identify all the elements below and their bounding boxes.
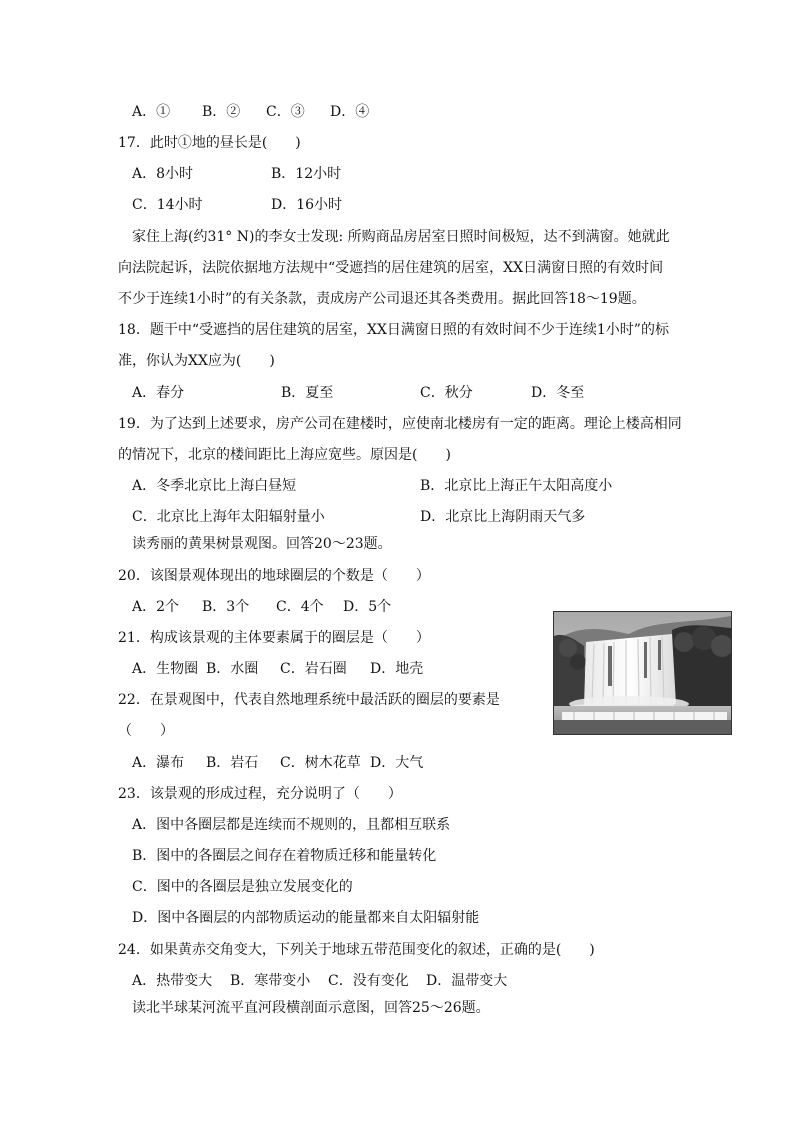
q23-option-b: B．图中的各圈层之间存在着物质迁移和能量转化 xyxy=(132,848,437,864)
q24-option-a: A．热带变大 xyxy=(132,973,213,989)
passage2-line: 读秀丽的黄果树景观图。回答20～23题。 xyxy=(132,536,392,552)
q18-stem: 18．题干中“受遮挡的居住建筑的居室，XX日满窗日照的有效时间不少于连续1小时”的标 xyxy=(118,322,669,338)
passage1-line: 家住上海(约31° N)的李女士发现: 所购商品房居室日照时间极短，达不到满窗。她就此 xyxy=(132,229,670,245)
q18-stem: 准，你认为XX应为( ) xyxy=(118,353,275,369)
q19-option-b: B．北京比上海正午太阳高度小 xyxy=(420,478,613,494)
q23-option-c: C．图中的各圈层是独立发展变化的 xyxy=(132,879,353,895)
q16-option-a: A．① xyxy=(132,104,171,120)
q17-option-a: A．8小时 xyxy=(132,166,194,182)
q20-option-d: D．5个 xyxy=(343,599,392,615)
q23-stem: 23．该景观的形成过程，充分说明了（ ） xyxy=(118,786,402,802)
q22-option-d: D．大气 xyxy=(370,755,424,771)
q17-stem: 17．此时①地的昼长是( ) xyxy=(118,135,301,151)
q22-option-b: B．岩石 xyxy=(206,755,259,771)
waterfall-photo xyxy=(553,611,732,735)
q19-stem: 19．为了达到上述要求，房产公司在建楼时，应使南北楼房有一定的距离。理论上楼高相同 xyxy=(118,416,682,432)
q17-option-b: B．12小时 xyxy=(271,166,342,182)
q23-option-a: A．图中各圈层都是连续而不规则的，且都相互联系 xyxy=(132,817,451,833)
q17-option-c: C．14小时 xyxy=(132,197,203,213)
q20-option-a: A．2个 xyxy=(132,599,180,615)
q17-option-d: D．16小时 xyxy=(271,197,343,213)
q19-option-a: A．冬季北京比上海白昼短 xyxy=(132,478,297,494)
q20-stem: 20．该图景观体现出的地球圈层的个数是（ ） xyxy=(118,568,430,584)
q19-stem: 的情况下，北京的楼间距比上海应宽些。原因是( ) xyxy=(118,447,451,463)
q22-option-a: A．瀑布 xyxy=(132,755,185,771)
q16-option-b: B．② xyxy=(202,104,241,120)
q19-option-d: D．北京比上海阴雨天气多 xyxy=(420,509,586,525)
q24-option-b: B．寒带变小 xyxy=(230,973,311,989)
q20-option-c: C．4个 xyxy=(276,599,324,615)
q21-option-b: B．水圈 xyxy=(206,661,259,677)
q18-option-b: B．夏至 xyxy=(281,385,334,401)
q16-option-d: D．④ xyxy=(330,104,370,120)
q21-stem: 21．构成该景观的主体要素属于的圈层是（ ） xyxy=(118,630,430,646)
q24-stem: 24．如果黄赤交角变大，下列关于地球五带范围变化的叙述，正确的是( ) xyxy=(118,942,595,958)
waterfall-photo-icon xyxy=(554,612,731,734)
q22-stem: 22．在景观图中，代表自然地理系统中最活跃的圈层的要素是 xyxy=(118,692,500,708)
q16-option-c: C．③ xyxy=(266,104,305,120)
q22-option-c: C．树木花草 xyxy=(280,755,361,771)
passage3-line: 读北半球某河流平直河段横剖面示意图，回答25～26题。 xyxy=(132,1000,490,1016)
q19-option-c: C．北京比上海年太阳辐射量小 xyxy=(132,509,325,525)
q21-option-a: A．生物圈 xyxy=(132,661,199,677)
q18-option-d: D．冬至 xyxy=(531,385,585,401)
q18-option-a: A．春分 xyxy=(132,385,185,401)
passage1-line: 不少于连续1小时”的有关条款，责成房产公司退还其各类费用。据此回答18～19题。 xyxy=(118,291,646,307)
q20-option-b: B．3个 xyxy=(202,599,250,615)
q18-option-c: C．秋分 xyxy=(420,385,473,401)
q24-option-d: D．温带变大 xyxy=(426,973,508,989)
q21-option-d: D．地壳 xyxy=(370,661,424,677)
q22-stem: （ ） xyxy=(118,723,174,739)
passage1-line: 向法院起诉，法院依据地方法规中“受遮挡的居住建筑的居室，XX日满窗日照的有效时间 xyxy=(118,260,664,276)
q24-option-c: C．没有变化 xyxy=(328,973,409,989)
q21-option-c: C．岩石圈 xyxy=(280,661,347,677)
q23-option-d: D．图中各圈层的内部物质运动的能量都来自太阳辐射能 xyxy=(132,910,480,926)
